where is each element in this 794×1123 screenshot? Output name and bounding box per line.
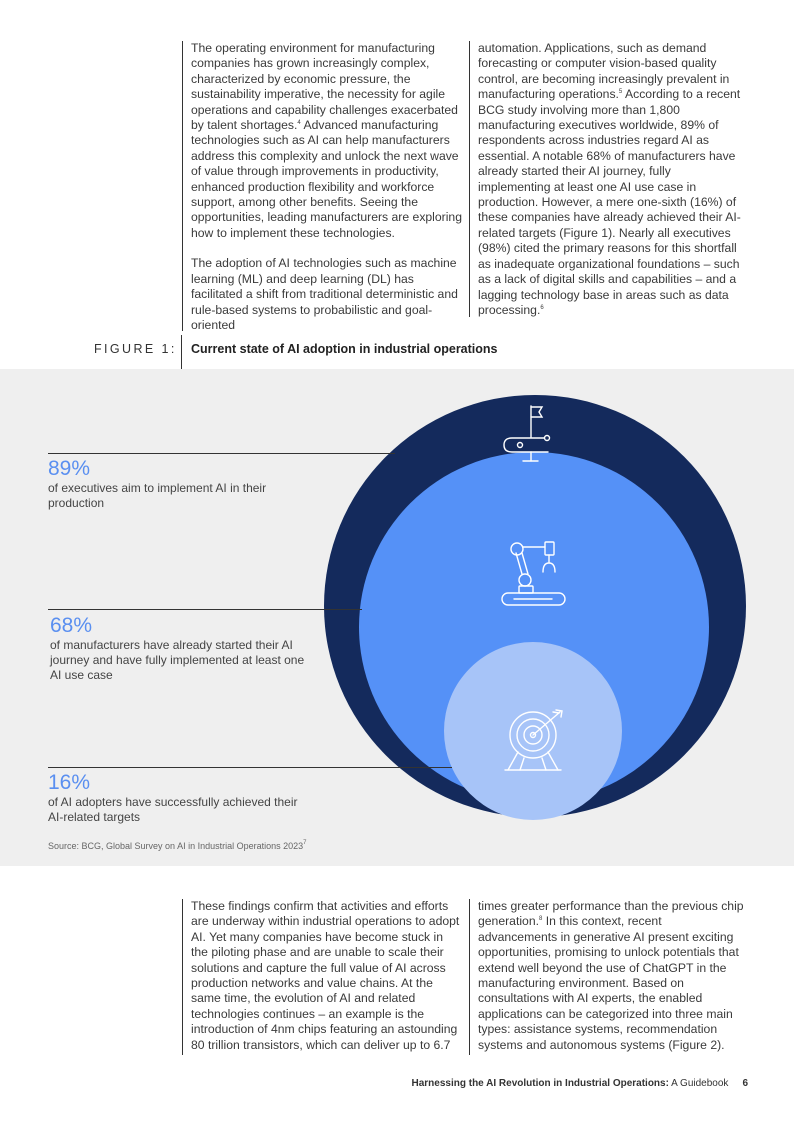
stat-description: of executives aim to implement AI in their production (48, 481, 267, 510)
paragraph: These findings confirm that activities and efforts are underway within industrial operations to adopt AI. Yet many companies have become stuck in the piloting phase and are unable to scale their solutions and capture the full value of AI across production networks and value chains. At the same time, the evolution of AI and related technologies continues – an example is the introduction of 4nm chips featuring an astounding 80 trillion transistors, which can deliver up to 6.7 (191, 899, 460, 1052)
stat-89 (48, 458, 298, 511)
stat-68 (50, 615, 312, 683)
body-column-right-bottom (469, 899, 744, 1055)
paragraph: automation. Applications, such as demand forecasting or computer vision-based quality control, are becoming increasingly prevalent in manufacturing operations.$^5$ According to a recent BCG study involving more than 1,800 manufacturing executives worldwide, 89% of respondents across industries regard AI as essential. A notable 68% of manufacturers have already started their AI journey, fully implementing at least one AI use case in production. However, a mere one-sixth (16%) of these companies have already achieved their AI-related targets (Figure 1). Nearly all executives (98%) cited the primary reasons for this shortfall as inadequate organizational foundations – such as a lack of digital skills and capabilities – and a lagging technology base in areas such as data processing.$^6$ (478, 41, 741, 317)
stat-percentage: 16% (48, 771, 91, 794)
paragraph: The adoption of AI technologies such as machine learning (ML) and deep learning (DL) has facilitated a shift from traditional deterministic and rule-based systems to probabilistic and goal-oriented (191, 256, 458, 332)
body-column-right-top (469, 41, 744, 317)
figure-panel (0, 369, 794, 866)
stat-description: of AI adopters have successfully achieved their AI-related targets (48, 795, 298, 824)
page-footer (412, 1078, 749, 1089)
figure-title: Current state of AI adoption in industrial operations (191, 342, 498, 356)
stat-percentage: 68% (50, 614, 93, 637)
body-column-left-bottom (182, 899, 462, 1055)
stat-16 (48, 772, 310, 825)
paragraph: The operating environment for manufacturing companies has grown increasingly complex, characterized by economic pressure, the sustainability imperative, the necessity for agile operations and capability challenges exacerbated by talent shortages.$^4$ Advanced manufacturing technologies such as AI can help manufacturers address this complexity and unlock the next wave of value through improvements in productivity, enhanced production flexibility and workforce support, among other benefits. Seeing the opportunities, leading manufacturers are exploring how to implement these technologies. (191, 41, 462, 240)
figure-label: FIGURE 1: (94, 342, 177, 356)
footer-title: Harnessing the AI Revolution in Industrial Operations: (411, 1078, 669, 1089)
stat-percentage: 89% (48, 457, 91, 480)
stat-description: of manufacturers have already started their AI journey and have fully implemented at least one AI use case (50, 638, 305, 682)
body-column-left-top (182, 41, 462, 331)
page-number: 6 (742, 1078, 748, 1089)
paragraph: times greater performance than the previous chip generation.$^8$ In this context, recent advancements in generative AI present exciting opportunities, promising to unlock potentials that extend well beyond the use of ChatGPT in the manufacturing environment. Based on consultations with AI experts, the enabled applications can be categorized into three main types: assistance systems, recommendation systems and autonomous systems (Figure 2). (478, 899, 744, 1052)
figure-divider (181, 335, 182, 369)
inner-circle (444, 642, 622, 820)
figure-source: Source: BCG, Global Survey on AI in Industrial Operations 2023$^7$ (48, 840, 307, 851)
footer-subtitle: A Guidebook (668, 1078, 729, 1089)
